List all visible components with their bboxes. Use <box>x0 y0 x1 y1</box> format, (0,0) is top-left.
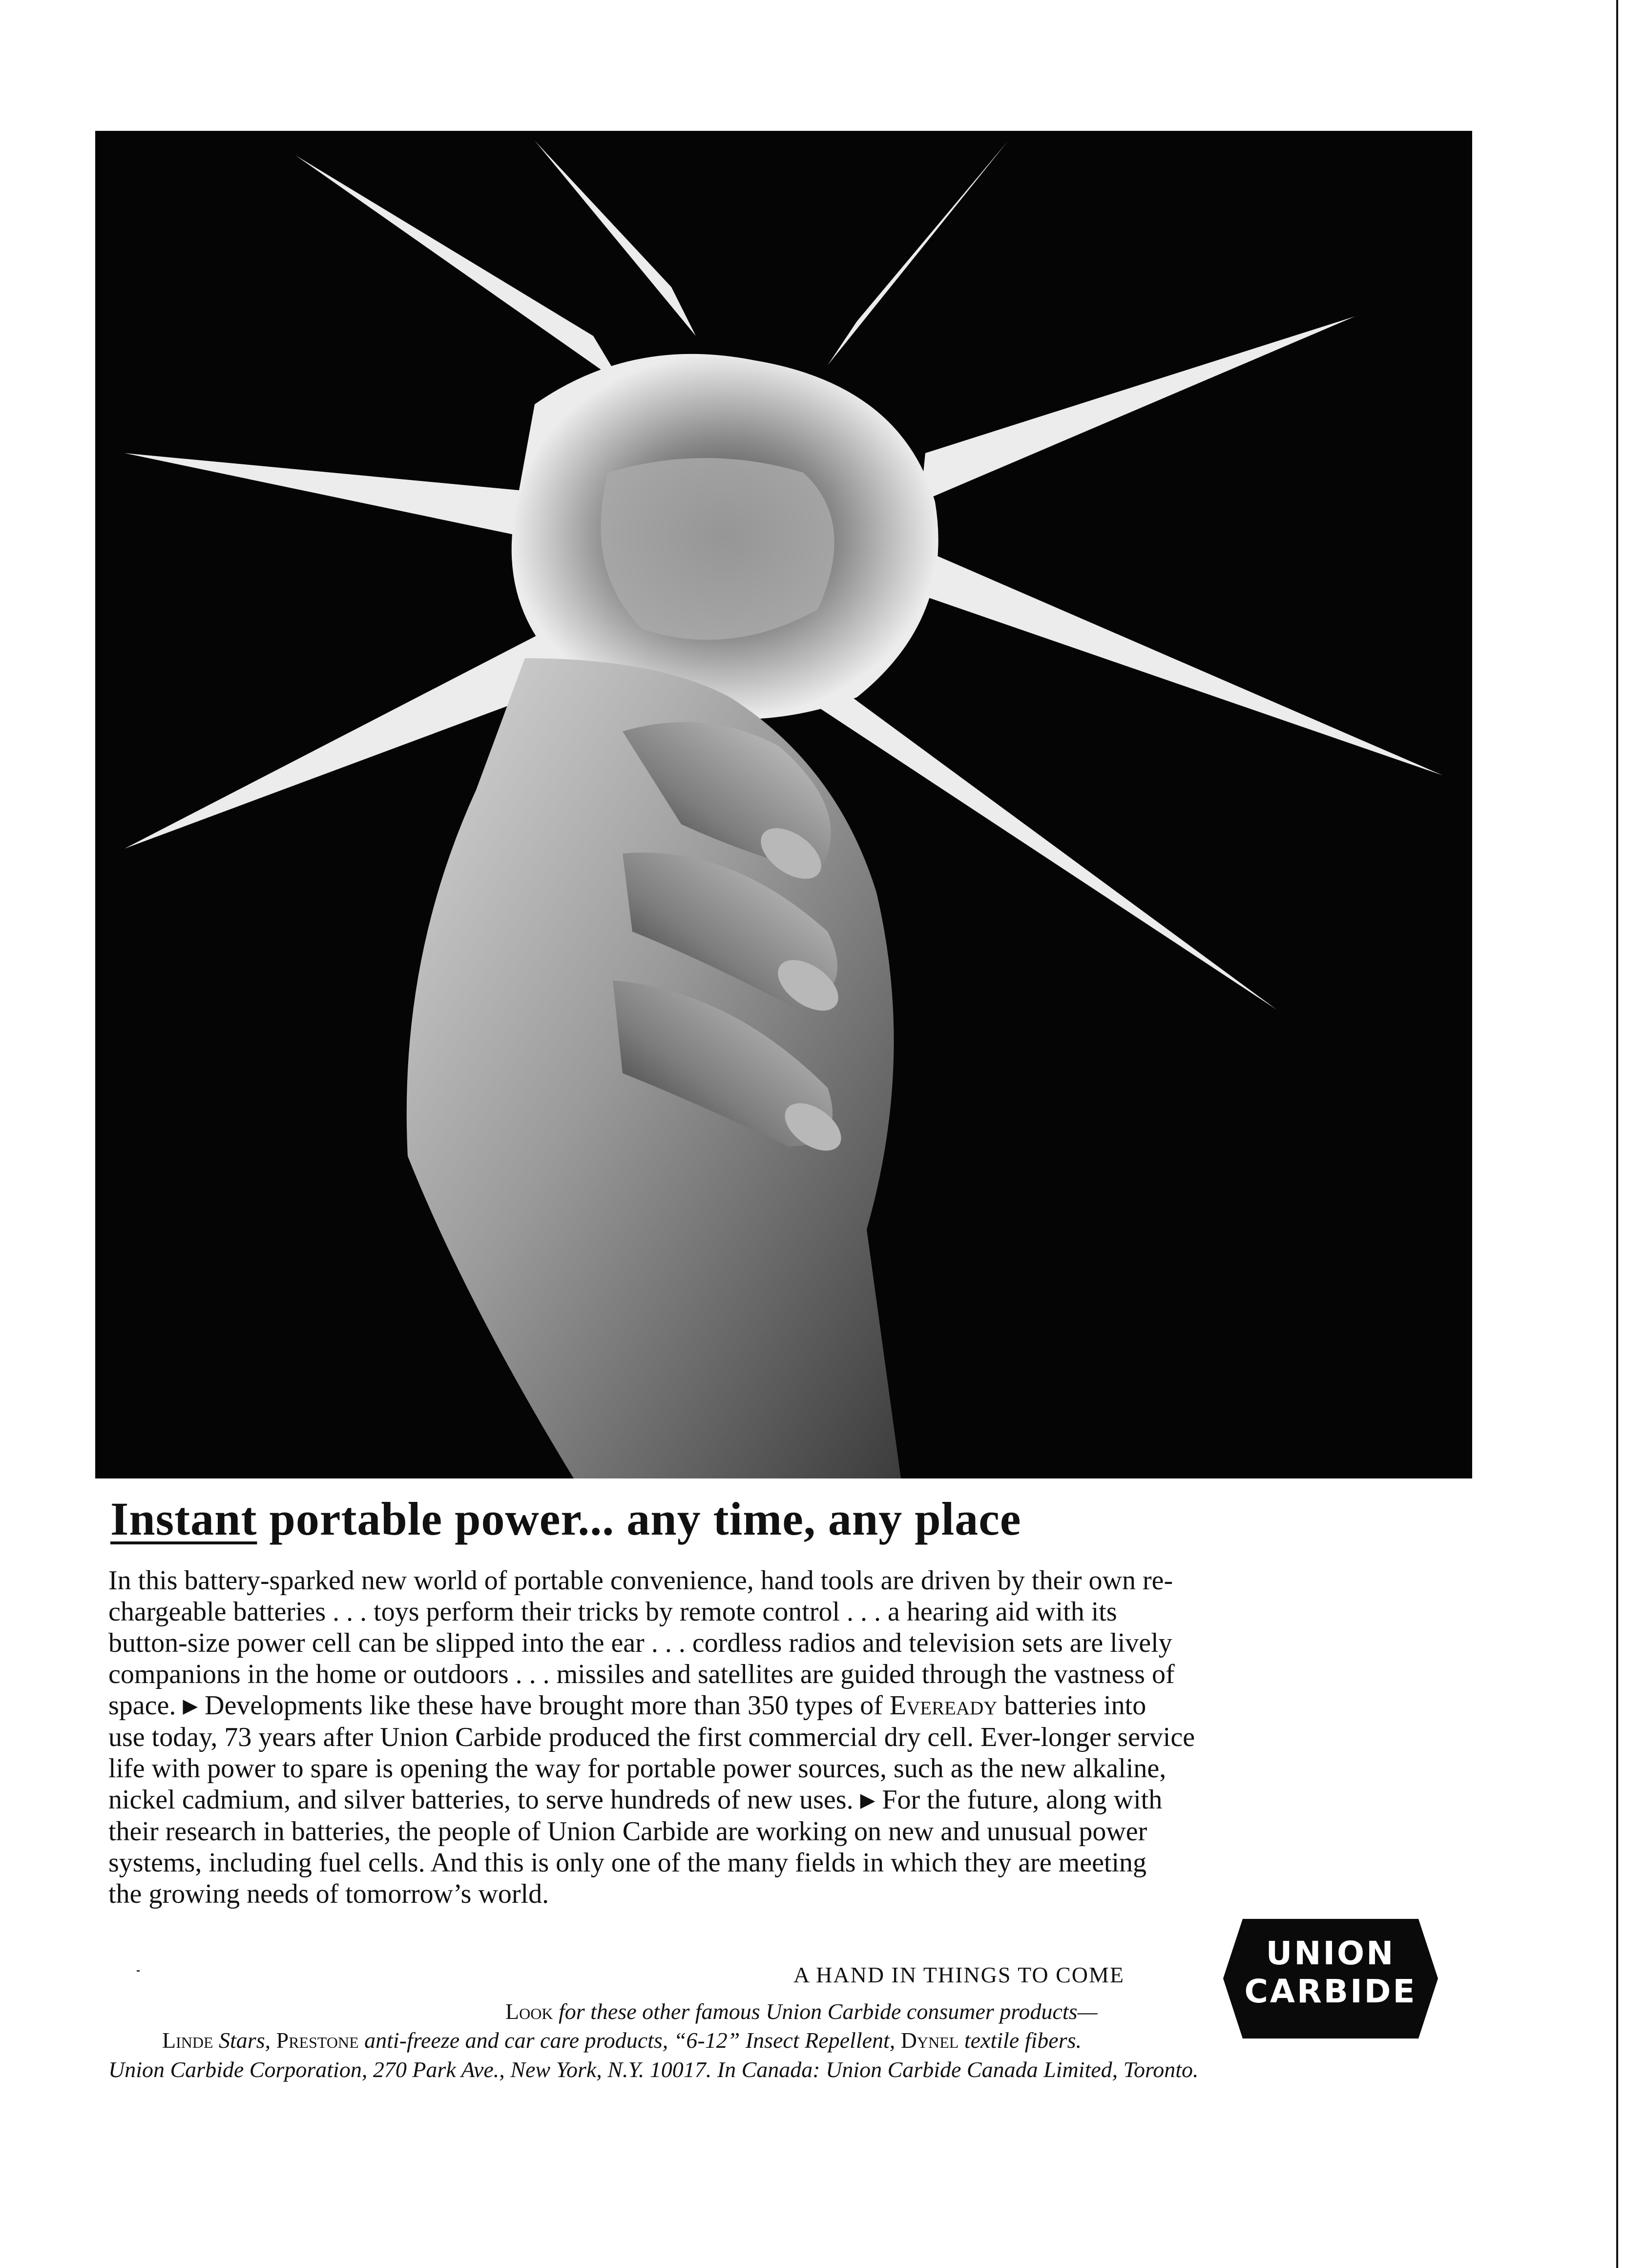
footer-look-line <box>505 1998 1097 2024</box>
footer-look-rest: for these other famous Union Carbide consumer products— <box>553 1999 1098 2024</box>
footer-look-word: Look <box>505 1999 553 2024</box>
footer-dynel-rest: textile fibers. <box>958 2028 1082 2053</box>
triangle-right-icon: ▶ <box>860 1789 875 1811</box>
headline <box>110 1492 1429 1546</box>
brand-eveready: Eveready <box>889 1690 998 1721</box>
body-line-5-c: batteries into <box>997 1690 1146 1721</box>
stray-mark <box>137 1970 140 1972</box>
body-line-8 <box>108 1784 1339 1816</box>
footer-brand-dynel: Dynel <box>900 2028 959 2053</box>
footer-address: Union Carbide Corporation, 270 Park Ave., New York, N.Y. 10017. In Canada: Union Carbide Canada Limited, Toronto. <box>108 2057 1199 2082</box>
body-line-6: use today, 73 years after Union Carbide produced the first commercial dry cell. Ever-longer service <box>108 1722 1195 1752</box>
scan-edge-line <box>1616 0 1618 2268</box>
hero-photo <box>95 131 1472 1478</box>
body-line-7: life with power to spare is opening the way for portable power sources, such as the new alkaline, <box>108 1753 1167 1784</box>
body-line-8-b: For the future, along with <box>875 1785 1163 1815</box>
body-line-9: their research in batteries, the people of Union Carbide are working on new and unusual power <box>108 1816 1147 1847</box>
body-line-5-b: Developments like these have brought more than 350 types of <box>198 1690 890 1721</box>
body-line-10: systems, including fuel cells. And this is only one of the many fields in which they are meeting <box>108 1848 1147 1878</box>
upper-hand <box>601 458 834 640</box>
tagline: A HAND IN THINGS TO COME <box>793 1962 1125 1987</box>
logo-line-1: UNION <box>1266 1935 1396 1972</box>
body-line-5-a: space. <box>108 1690 183 1721</box>
body-line-1: In this battery-sparked new world of portable convenience, hand tools are driven by their own re- <box>108 1565 1173 1596</box>
body-copy <box>108 1565 1339 1910</box>
body-line-2: chargeable batteries . . . toys perform their tricks by remote control . . . a hearing aid with its <box>108 1597 1117 1627</box>
footer-prestone-rest: anti-freeze and car care products, “6-12” Insect Repellent, <box>358 2028 901 2053</box>
footer-brand-prestone: Prestone <box>276 2028 359 2053</box>
triangle-right-icon: ▶ <box>183 1695 198 1717</box>
headline-underlined-word: Instant <box>110 1493 257 1545</box>
footer-products-line <box>162 2027 1082 2053</box>
body-line-8-a: nickel cadmium, and silver batteries, to serve hundreds of new uses. <box>108 1785 860 1815</box>
union-carbide-logo <box>1223 1919 1438 2039</box>
headline-rest: portable power... any time, any place <box>257 1493 1021 1545</box>
hands-spark-illustration <box>95 131 1472 1478</box>
footer-brand-linde: Linde <box>162 2028 213 2053</box>
body-line-5 <box>108 1690 1339 1722</box>
body-line-11: the growing needs of tomorrow’s world. <box>108 1879 549 1909</box>
logo-line-2: CARBIDE <box>1244 1973 1417 2010</box>
footer-stars: Stars, <box>213 2028 276 2053</box>
body-line-3: button-size power cell can be slipped into the ear . . . cordless radios and television sets are lively <box>108 1628 1172 1658</box>
body-line-4: companions in the home or outdoors . . . missiles and satellites are guided through the vastness of <box>108 1659 1175 1689</box>
